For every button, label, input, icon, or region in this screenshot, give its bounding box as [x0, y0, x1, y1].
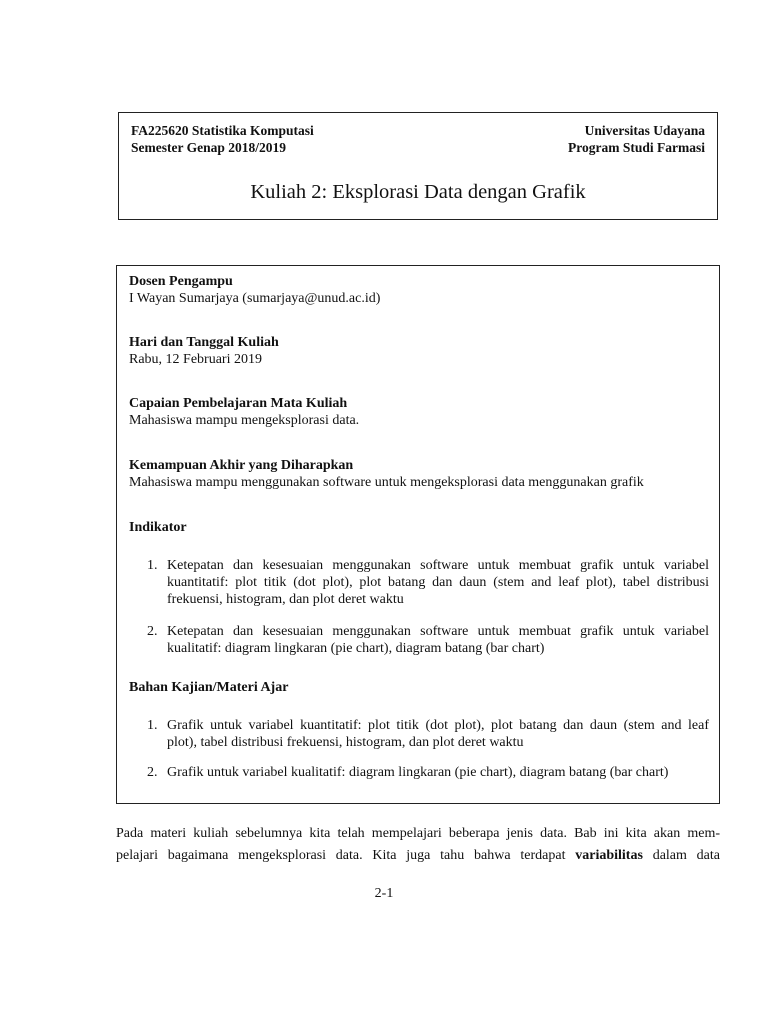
capaian-text: Mahasiswa mampu mengeksplorasi data.	[129, 413, 360, 428]
kemampuan-text: Mahasiswa mampu menggunakan software untuk mengeksplorasi data menggunakan grafik	[129, 475, 644, 490]
semester-label: Semester Genap 2018/2019	[131, 140, 286, 155]
university-name: Universitas Udayana	[584, 123, 705, 138]
bahan-heading: Bahan Kajian/Materi Ajar	[129, 680, 289, 695]
dosen-text: I Wayan Sumarjaya (sumarjaya@unud.ac.id)	[129, 291, 381, 306]
body-paragraph	[116, 823, 720, 867]
list-number: 2.	[147, 624, 158, 639]
lecture-header	[118, 112, 718, 220]
list-line: frekuensi, histogram, dan plot deret waktu	[167, 592, 404, 607]
list-line: Grafik untuk variabel kuantitatif: plot titik (dot plot), plot batang dan daun (stem and leaf	[167, 718, 709, 733]
list-number: 1.	[147, 558, 158, 573]
list-text	[167, 764, 709, 781]
paragraph-line-1: Pada materi kuliah sebelumnya kita telah mempelajari beberapa jenis data. Bab ini kita akan mem-	[116, 826, 720, 841]
course-info-box	[116, 265, 720, 804]
list-text	[167, 557, 709, 608]
hari-text: Rabu, 12 Februari 2019	[129, 352, 262, 367]
paragraph-text: dalam data	[652, 848, 720, 863]
list-text	[167, 717, 709, 751]
list-number: 1.	[147, 718, 158, 733]
capaian-heading: Capaian Pembelajaran Mata Kuliah	[129, 396, 348, 411]
list-line: Grafik untuk variabel kualitatif: diagram lingkaran (pie chart), diagram batang (bar chart)	[167, 765, 669, 780]
list-text	[167, 623, 709, 657]
list-number: 2.	[147, 765, 158, 780]
dosen-heading: Dosen Pengampu	[129, 274, 233, 289]
lecture-title: Kuliah 2: Eksplorasi Data dengan Grafik	[250, 181, 586, 203]
study-program: Program Studi Farmasi	[568, 140, 705, 155]
hari-heading: Hari dan Tanggal Kuliah	[129, 335, 279, 350]
course-code-name: FA225620 Statistika Komputasi	[131, 123, 314, 138]
list-line: plot), tabel distribusi frekuensi, histogram, dan plot deret waktu	[167, 735, 524, 750]
paragraph-text: pelajari bagaimana mengeksplorasi data. Kita juga tahu bahwa terdapat	[116, 848, 566, 863]
kemampuan-heading: Kemampuan Akhir yang Diharapkan	[129, 458, 354, 473]
list-line: Ketepatan dan kesesuaian menggunakan software untuk membuat grafik untuk variabel	[167, 558, 709, 573]
indikator-heading: Indikator	[129, 520, 187, 535]
paragraph-line-2	[116, 845, 720, 867]
list-line: Ketepatan dan kesesuaian menggunakan software untuk membuat grafik untuk variabel	[167, 624, 709, 639]
list-line: kualitatif: diagram lingkaran (pie chart), diagram batang (bar chart)	[167, 641, 545, 656]
page-number: 2-1	[374, 886, 394, 901]
list-line: kuantitatif: plot titik (dot plot), plot batang dan daun (stem and leaf plot), tabel distribusi	[167, 575, 709, 590]
bold-term: variabilitas	[575, 848, 643, 863]
